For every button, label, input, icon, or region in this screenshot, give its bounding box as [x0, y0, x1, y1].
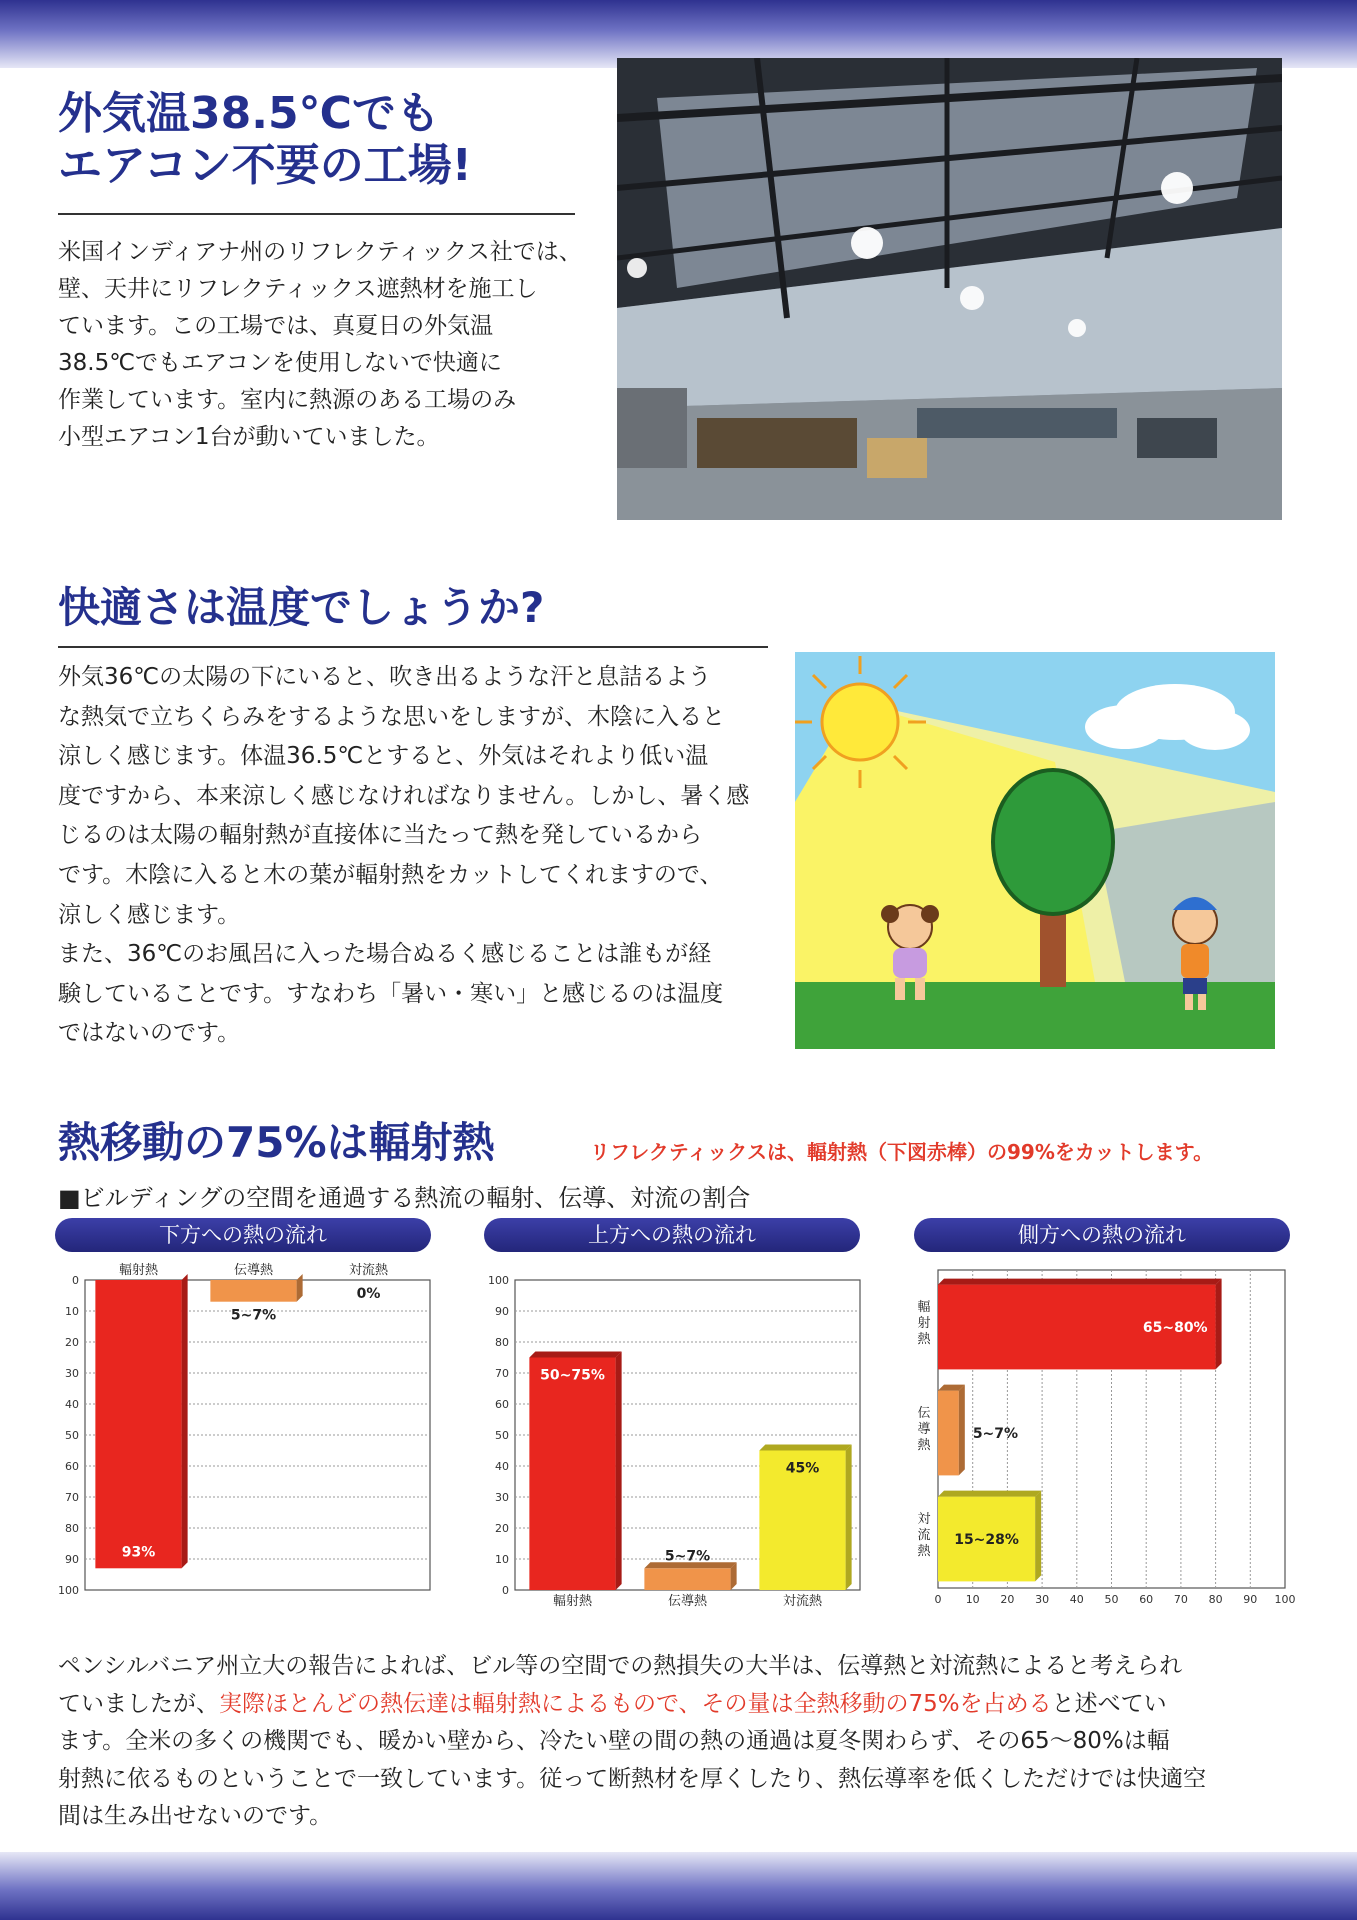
bar — [95, 1280, 181, 1568]
chart-title-sideways: 側方への熱の流れ — [914, 1218, 1290, 1252]
tick-label: 50 — [495, 1429, 509, 1442]
category-label: 輻射熱 — [552, 1594, 593, 1609]
tick-label: 80 — [1208, 1593, 1223, 1606]
bar-side — [182, 1274, 188, 1568]
tick-label: 10 — [965, 1593, 980, 1606]
data-label: 5~7% — [230, 1307, 277, 1324]
section2-rule — [58, 646, 768, 648]
bar-side — [616, 1352, 622, 1591]
data-label: 50~75% — [540, 1367, 605, 1384]
sun-tree-shade-illustration — [795, 652, 1275, 1049]
bar-top — [529, 1352, 621, 1358]
section2-line: 涼しく感じます。体温36.5℃とすると、外気はそれより低い温 — [58, 743, 709, 770]
tick-label: 90 — [495, 1305, 509, 1318]
chart-downward — [40, 1260, 440, 1605]
section2-line: 験していることです。すなわち「暑い・寒い」と感じるのは温度 — [58, 980, 724, 1007]
tick-label: 80 — [495, 1336, 509, 1349]
chart-title-downward: 下方への熱の流れ — [55, 1218, 431, 1252]
section2-line: 外気36℃の太陽の下にいると、吹き出るような汗と息詰るよう — [58, 664, 712, 690]
section3-subheading: ■ビルディングの空間を通過する熱流の輻射、伝導、対流の割合 — [58, 1184, 751, 1212]
chart-upward — [470, 1260, 870, 1609]
category-label: 伝導熱 — [233, 1263, 274, 1278]
section1-rule — [58, 213, 575, 215]
bar-top — [938, 1279, 1222, 1285]
category-label: 対流熱 — [782, 1594, 823, 1609]
bar — [529, 1358, 615, 1591]
bar-top — [938, 1491, 1041, 1497]
tick-label: 40 — [495, 1460, 509, 1473]
bar-side — [959, 1385, 965, 1476]
category-label: 伝導熱 — [667, 1594, 708, 1609]
section3-note: リフレクティックスは、輻射熱（下図赤棒）の99%をカットします。 — [590, 1140, 1214, 1164]
section4-line: ペンシルバニア州立大の報告によれば、ビル等の空間での熱損失の大半は、伝導熱と対流熱によると考えられ — [58, 1653, 1183, 1679]
bar-side — [846, 1445, 852, 1591]
bar-top — [759, 1445, 851, 1451]
section3-title: 熱移動の75%は輻射熱 — [58, 1118, 495, 1167]
section2-line: また、36℃のお風呂に入った場合ぬるく感じることは誰もが経 — [58, 941, 712, 968]
section1-line: 作業しています。室内に熱源のある工場のみ — [58, 387, 517, 413]
section1-line: 38.5℃でもエアコンを使用しないで快適に — [58, 350, 502, 376]
tick-label: 40 — [1069, 1593, 1084, 1606]
category-label: 対流熱 — [348, 1263, 389, 1278]
tick-label: 100 — [488, 1274, 509, 1287]
bar — [938, 1391, 959, 1476]
data-label: 5~7% — [972, 1426, 1019, 1442]
section4-body — [58, 1648, 1308, 1836]
tick-label: 60 — [1139, 1593, 1154, 1606]
section2-line: ではないのです。 — [58, 1020, 241, 1047]
section4-line: 射熱に依るものということで一致しています。従って断熱材を厚くしたり、熱伝導率を低くしただけでは快適空 — [58, 1765, 1207, 1792]
tick-label: 10 — [495, 1553, 509, 1566]
chart-sideways — [900, 1260, 1300, 1605]
bar-side — [1216, 1279, 1222, 1370]
category-label: 輻射熱 — [917, 1300, 931, 1347]
section4-text: ていましたが、 — [58, 1690, 219, 1717]
tick-label: 60 — [65, 1460, 79, 1473]
tick-label: 20 — [65, 1336, 79, 1349]
section4-line — [58, 1686, 1308, 1724]
tick-label: 40 — [65, 1398, 79, 1411]
section4-line: ます。全米の多くの機関でも、暖かい壁から、冷たい壁の間の熱の通過は夏冬関わらず、その65～80%は輻 — [58, 1728, 1170, 1754]
section2-line: 度ですから、本来涼しく感じなければなりません。しかし、暑く感 — [58, 782, 750, 809]
section1-line: ています。この工場では、真夏日の外気温 — [58, 313, 494, 339]
section1-title — [58, 88, 472, 192]
tick-label: 70 — [1173, 1593, 1188, 1606]
bar-side — [1035, 1491, 1041, 1582]
section2-line: 涼しく感じます。 — [58, 901, 241, 928]
tick-label: 70 — [495, 1367, 509, 1380]
tick-label: 90 — [65, 1553, 79, 1566]
section1-body — [58, 234, 598, 456]
bar — [644, 1568, 730, 1590]
tick-label: 30 — [65, 1367, 79, 1380]
section2-line: です。木陰に入ると木の葉が輻射熱をカットしてくれますので、 — [58, 861, 723, 888]
category-label: 輻射熱 — [118, 1263, 159, 1278]
section2-line: な熱気で立ちくらみをするような思いをしますが、木陰に入ると — [58, 703, 725, 730]
tick-label: 50 — [65, 1429, 79, 1442]
tick-label: 30 — [1035, 1593, 1050, 1606]
section4-line: 間は生み出せないのです。 — [58, 1803, 333, 1829]
tick-label: 100 — [58, 1584, 79, 1597]
section2-body — [58, 658, 788, 1054]
tick-label: 60 — [495, 1398, 509, 1411]
section4-highlight: 実際ほとんどの熱伝達は輻射熱によるもので、その量は全熱移動の75%を占める — [219, 1690, 1052, 1717]
section1-title-line2: エアコン不要の工場! — [58, 139, 472, 191]
factory-interior-photo — [617, 58, 1282, 520]
section1-line: 小型エアコン1台が動いていました。 — [58, 424, 440, 450]
tick-label: 0 — [934, 1593, 942, 1606]
data-label: 45% — [785, 1460, 820, 1477]
data-label: 93% — [121, 1544, 156, 1561]
chart-title-upward: 上方への熱の流れ — [484, 1218, 860, 1252]
factory-photo-drawing — [617, 58, 1282, 520]
data-label: 15~28% — [954, 1532, 1019, 1548]
tick-label: 10 — [65, 1305, 79, 1318]
tick-label: 20 — [1000, 1593, 1015, 1606]
tick-label: 70 — [65, 1491, 79, 1504]
data-label: 5~7% — [664, 1548, 711, 1565]
tick-label: 100 — [1274, 1593, 1296, 1606]
data-label: 65~80% — [1142, 1320, 1208, 1336]
tick-label: 0 — [72, 1274, 79, 1287]
tick-label: 80 — [65, 1522, 79, 1535]
category-label: 伝導熱 — [917, 1406, 931, 1453]
tick-label: 30 — [495, 1491, 509, 1504]
section2-title: 快適さは温度でしょうか? — [58, 583, 545, 632]
section1-line: 米国インディアナ州のリフレクティックス社では、 — [58, 239, 582, 265]
bottom-gradient-band — [0, 1852, 1357, 1920]
tick-label: 0 — [502, 1584, 509, 1597]
tick-label: 20 — [495, 1522, 509, 1535]
tick-label: 50 — [1104, 1593, 1119, 1606]
bar — [210, 1280, 296, 1302]
category-label: 対流熱 — [917, 1512, 931, 1559]
section4-text: と述べてい — [1051, 1690, 1167, 1717]
section1-title-line1: 外気温38.5℃でも — [58, 88, 440, 139]
data-label: 0% — [356, 1286, 381, 1302]
tick-label: 90 — [1243, 1593, 1258, 1606]
section2-line: じるのは太陽の輻射熱が直接体に当たって熱を発しているから — [58, 822, 702, 849]
section1-line: 壁、天井にリフレクティックス遮熱材を施工し — [58, 276, 538, 302]
